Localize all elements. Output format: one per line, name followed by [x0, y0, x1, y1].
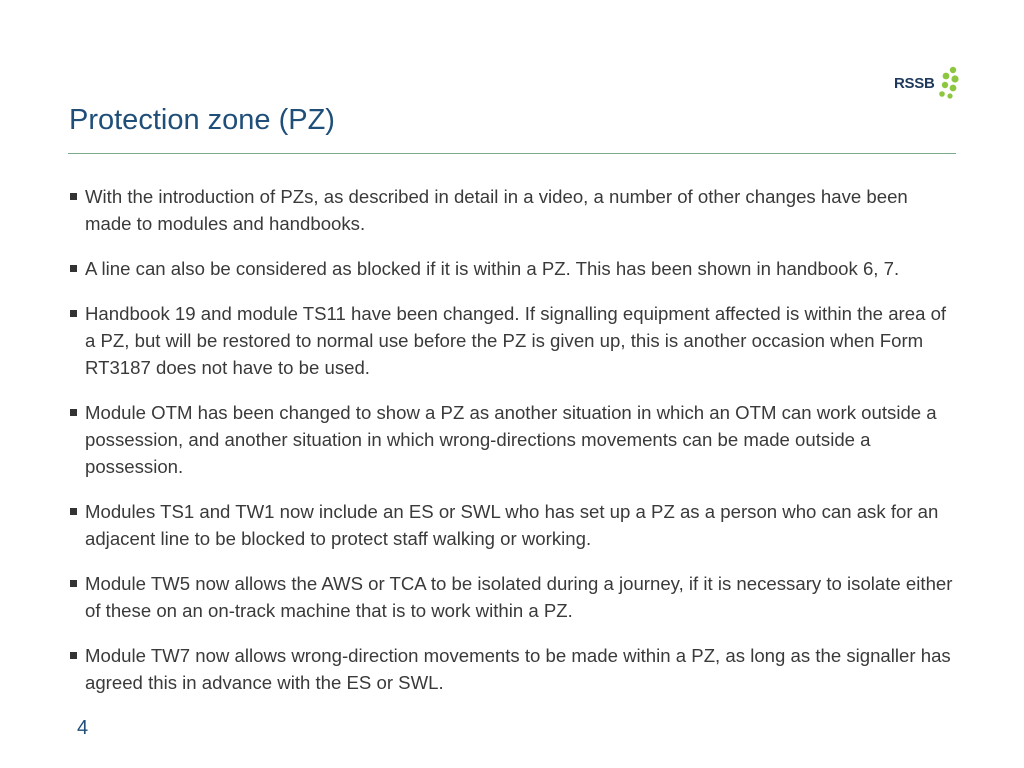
bullet-text: A line can also be considered as blocked if it is within a PZ. This has been shown in handbook 6, 7. [85, 258, 900, 279]
bullet-text: Handbook 19 and module TS11 have been changed. If signalling equipment affected is within the area of a PZ, but will be restored to normal use before the PZ is given up, this is another occasion when Form RT3187 does not have to be used. [85, 303, 947, 378]
bullet-text: Module TW5 now allows the AWS or TCA to be isolated during a journey, if it is necessary to isolate either of these on an on-track machine that is to work within a PZ. [85, 573, 953, 621]
bullet-text: With the introduction of PZs, as described in detail in a video, a number of other changes have been made to modules and handbooks. [85, 186, 908, 234]
page-number: 4 [77, 717, 89, 739]
bullet-text: Modules TS1 and TW1 now include an ES or SWL who has set up a PZ as a person who can ask for an adjacent line to be blocked to protect staff walking or working. [85, 501, 939, 549]
bullet-text: Module TW7 now allows wrong-direction movements to be made within a PZ, as long as the signaller has agreed this in advance with the ES or SWL. [85, 645, 951, 693]
square-bullet-icon [70, 409, 77, 416]
bullet-item [70, 642, 956, 696]
bullet-list [70, 183, 956, 714]
page-title: Protection zone (PZ) [69, 104, 335, 136]
logo-text: RSSB [894, 75, 935, 92]
bullet-item [70, 399, 956, 480]
logo-dots-icon [936, 64, 962, 104]
bullet-text: Module OTM has been changed to show a PZ as another situation in which an OTM can work outside a possession, and another situation in which wrong-directions movements can be made outside a possession. [85, 402, 937, 477]
bullet-item [70, 255, 956, 282]
bullet-item [70, 498, 956, 552]
square-bullet-icon [70, 265, 77, 272]
square-bullet-icon [70, 652, 77, 659]
square-bullet-icon [70, 310, 77, 317]
square-bullet-icon [70, 193, 77, 200]
title-divider [68, 153, 956, 154]
rssb-logo [892, 64, 962, 104]
bullet-item [70, 300, 956, 381]
square-bullet-icon [70, 580, 77, 587]
square-bullet-icon [70, 508, 77, 515]
bullet-item [70, 570, 956, 624]
bullet-item [70, 183, 956, 237]
